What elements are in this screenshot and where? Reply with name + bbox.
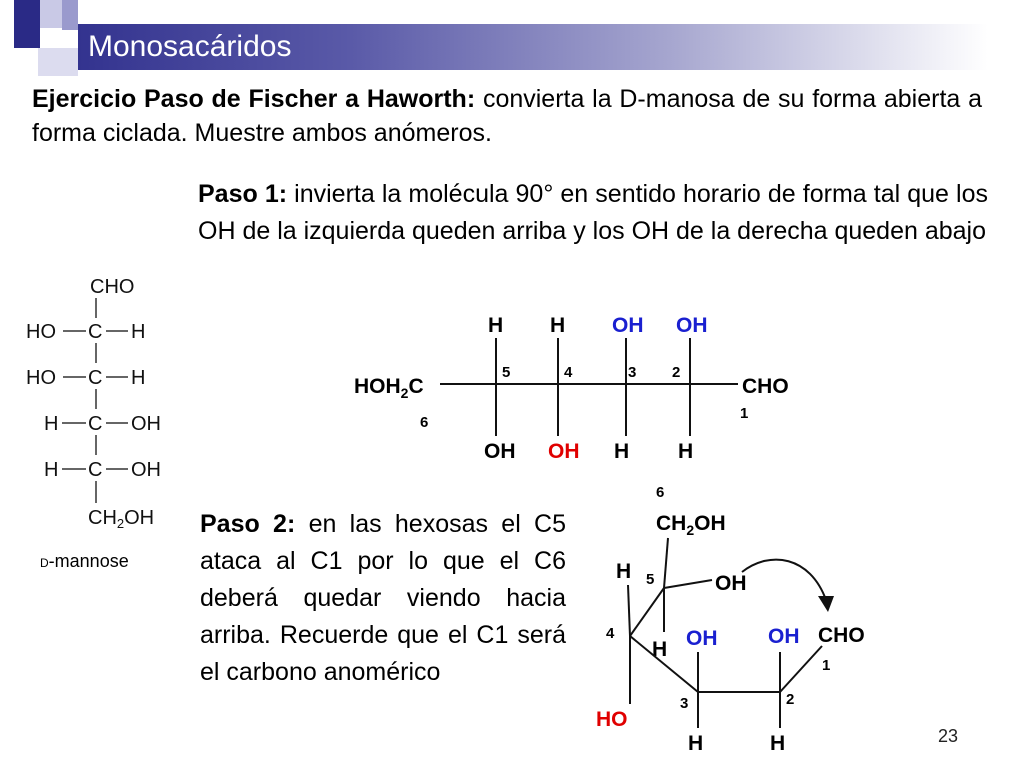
hw-c5-oh: OH xyxy=(715,572,747,595)
step-2-label: Paso 2: xyxy=(200,510,296,538)
fischer-row2-right: H xyxy=(131,367,146,389)
hw-c3-oh: OH xyxy=(686,627,718,650)
fischer-row3-c: C xyxy=(88,413,103,435)
c1-number: 1 xyxy=(740,405,749,422)
hw-c3-number: 3 xyxy=(680,695,689,712)
hw-c4-h: H xyxy=(652,638,668,661)
c4-bottom-label: OH xyxy=(548,440,580,463)
hw-c6-number: 6 xyxy=(656,484,665,501)
c5-number: 5 xyxy=(502,364,511,381)
fischer-row4-right: OH xyxy=(131,459,161,481)
hw-c5-c6-bond xyxy=(664,538,668,588)
hw-c6-group: $CH_2OH$ xyxy=(656,512,726,538)
hw-c2-h: H xyxy=(770,732,786,755)
fischer-row1-right: H xyxy=(131,321,146,343)
c5-bottom-label: OH xyxy=(484,440,516,463)
hw-c5-h: H xyxy=(616,560,632,583)
c3-number: 3 xyxy=(628,364,637,381)
fischer-caption: D-mannose xyxy=(40,551,129,571)
c6-group: $HOH_2C$ xyxy=(354,375,424,401)
fischer-bottom: $CH_2OH$ xyxy=(88,507,155,531)
slide-number: 23 xyxy=(938,726,959,746)
exercise-text: convierta la D-manosa de su forma abierta a forma ciclada. Muestre ambos anómeros. xyxy=(32,85,982,147)
c2-bottom-label: H xyxy=(678,440,694,463)
fischer-row1-left: HO xyxy=(26,321,56,343)
hw-c4-ho: HO xyxy=(596,708,628,731)
fischer-row4-c: C xyxy=(88,459,103,481)
step-2-body: en las hexosas el C5 ataca al C1 por lo que el C6 deberá quedar viendo hacia arriba. Recuerde que el C1 será el carbono anomérico xyxy=(200,510,566,686)
hw-c2-number: 2 xyxy=(786,691,795,708)
fischer-top-cho: CHO xyxy=(90,276,135,298)
c6-number: 6 xyxy=(420,414,429,431)
hw-c5-h-bond xyxy=(628,585,630,636)
fischer-row1-c: C xyxy=(88,321,103,343)
fischer-row4-left: H xyxy=(44,459,59,481)
hw-c3-h: H xyxy=(688,732,704,755)
c2-top-label: OH xyxy=(676,314,708,337)
hw-c4-c5-bond xyxy=(630,588,664,636)
c1-group: CHO xyxy=(742,375,789,398)
hw-c4-number: 4 xyxy=(606,625,615,642)
fischer-row2-c: C xyxy=(88,367,103,389)
attack-arrow-head xyxy=(818,596,834,612)
step-1-label: Paso 1: xyxy=(198,180,288,208)
attack-arrow xyxy=(742,560,826,600)
hw-c5-number: 5 xyxy=(646,571,655,588)
c3-bottom-label: H xyxy=(614,440,630,463)
hw-c1-group: CHO xyxy=(818,624,865,647)
c5-top-label: H xyxy=(488,314,504,337)
hw-c1-number: 1 xyxy=(822,657,831,674)
fischer-row3-left: H xyxy=(44,413,59,435)
c4-top-label: H xyxy=(550,314,566,337)
hw-c1-c2-bond xyxy=(780,646,822,692)
c3-top-label: OH xyxy=(612,314,644,337)
hw-c2-oh: OH xyxy=(768,625,800,648)
fischer-row2-left: HO xyxy=(26,367,56,389)
step-1-body: invierta la molécula 90° en sentido horario de forma tal que los OH de la izquierda queden arriba y los OH de la derecha queden abajo xyxy=(198,180,988,245)
fischer-row3-right: OH xyxy=(131,413,161,435)
hw-c5-oh-bond xyxy=(664,580,712,588)
c4-number: 4 xyxy=(564,364,573,381)
slide-title: Monosacáridos xyxy=(88,30,292,63)
exercise-label: Ejercicio Paso de Fischer a Haworth: xyxy=(32,85,476,113)
c2-number: 2 xyxy=(672,364,681,381)
